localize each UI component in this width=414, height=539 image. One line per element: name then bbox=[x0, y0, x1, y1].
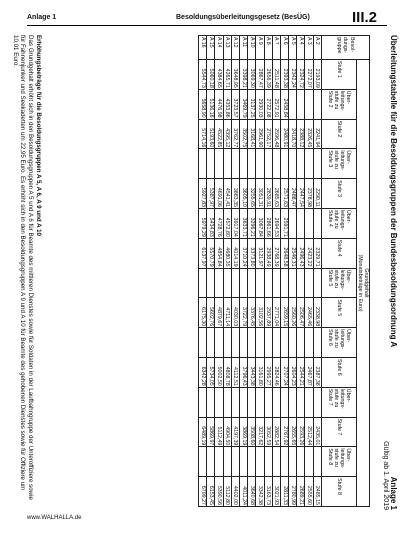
salary-cell bbox=[199, 387, 207, 417]
table-row bbox=[272, 36, 280, 507]
salary-cell: 4854,84 bbox=[215, 238, 223, 268]
group-cell: A 6 bbox=[280, 36, 288, 60]
salary-cell: 2435,01 bbox=[313, 417, 321, 447]
salary-cell: 6175,30 bbox=[199, 298, 207, 328]
salary-cell: 2930,03 bbox=[256, 89, 264, 119]
group-cell: A 5 bbox=[289, 36, 297, 60]
salary-cell: 4384,65 bbox=[215, 60, 223, 90]
salary-cell: 2488,47 bbox=[289, 179, 297, 209]
salary-cell bbox=[313, 328, 321, 358]
salary-cell bbox=[297, 447, 305, 477]
salary-cell: 2506,47 bbox=[297, 298, 305, 328]
salary-cell bbox=[297, 387, 305, 417]
salary-cell: 2937,89 bbox=[264, 298, 272, 328]
salary-cell: 3021,93 bbox=[272, 477, 280, 507]
salary-cell: 2560,26 bbox=[289, 298, 297, 328]
salary-cell: 4112,51 bbox=[231, 357, 239, 387]
salary-cell: 6799,27 bbox=[199, 477, 207, 507]
salary-cell: 2329,71 bbox=[313, 238, 321, 268]
table-title: Überleitungstabelle für die Besoldungsgruppen der Bundesbesoldungsordnung A bbox=[389, 35, 398, 348]
salary-cell bbox=[305, 149, 313, 179]
salary-cell bbox=[264, 447, 272, 477]
salary-cell: 6153,45 bbox=[207, 477, 215, 507]
salary-cell: 2342,24 bbox=[289, 60, 297, 90]
band-header: Grundgehalt (Monatsbeträge in Euro) bbox=[356, 60, 369, 507]
salary-cell: 5112,49 bbox=[215, 417, 223, 447]
salary-cell: 5390,56 bbox=[215, 477, 223, 507]
salary-cell bbox=[313, 89, 321, 119]
salary-cell: 2882,54 bbox=[272, 417, 280, 447]
salary-cell: 3502,75 bbox=[239, 119, 247, 149]
salary-cell: 4728,76 bbox=[215, 208, 223, 238]
salary-cell: 6489,19 bbox=[199, 417, 207, 447]
salary-cell: 5734,05 bbox=[207, 357, 215, 387]
column-header: Über- leitungs- stufe zu Stufe 8 bbox=[321, 447, 356, 477]
salary-cell: 3051,31 bbox=[256, 179, 264, 209]
salary-cell: 3469,79 bbox=[239, 89, 247, 119]
salary-cell bbox=[223, 387, 231, 417]
column-header: Stufe 6 bbox=[321, 357, 356, 387]
salary-cell: 2467,87 bbox=[305, 357, 313, 387]
salary-cell bbox=[280, 328, 288, 358]
salary-cell bbox=[313, 268, 321, 298]
salary-cell: 5136,16 bbox=[207, 89, 215, 119]
header-law-title: Besoldungsüberleitungsgesetz (BesÜG) bbox=[176, 14, 310, 21]
salary-cell: 5002,50 bbox=[215, 357, 223, 387]
salary-cell bbox=[305, 387, 313, 417]
salary-cell: 5387,97 bbox=[207, 179, 215, 209]
salary-cell bbox=[239, 268, 247, 298]
salary-cell: 5060,18 bbox=[207, 60, 215, 90]
footer-url: www.WALHALLA.de bbox=[27, 515, 82, 521]
salary-cell: 2752,17 bbox=[264, 119, 272, 149]
salary-cell: 3648,95 bbox=[231, 60, 239, 90]
salary-cell: 2685,63 bbox=[272, 179, 280, 209]
salary-cell bbox=[231, 268, 239, 298]
rotated-table-area bbox=[0, 30, 398, 510]
salary-cell bbox=[297, 268, 305, 298]
salary-cell: 2656,39 bbox=[264, 60, 272, 90]
salary-cell bbox=[313, 387, 321, 417]
salary-cell: 5714,16 bbox=[199, 119, 207, 149]
column-header: Über- leitungs- stufe zu Stufe 5 bbox=[321, 268, 356, 298]
salary-cell bbox=[248, 149, 256, 179]
salary-cell: 4014,19 bbox=[231, 238, 239, 268]
salary-cell bbox=[289, 387, 297, 417]
salary-cell bbox=[280, 268, 288, 298]
group-cell: A 3 bbox=[305, 36, 313, 60]
salary-cell: 4711,14 bbox=[223, 298, 231, 328]
column-header: Über- leitungs- stufe zu Stufe 6 bbox=[321, 328, 356, 358]
salary-cell: 2544,21 bbox=[297, 357, 305, 387]
salary-cell: 3069,30 bbox=[248, 60, 256, 90]
salary-cell: 5927,83 bbox=[199, 179, 207, 209]
group-cell: A 15 bbox=[207, 36, 215, 60]
group-cell: A 8 bbox=[264, 36, 272, 60]
salary-cell: 2571,63 bbox=[280, 179, 288, 209]
salary-cell: 3217,62 bbox=[256, 417, 264, 447]
salary-cell: 4879,67 bbox=[215, 298, 223, 328]
salary-cell: 2655,65 bbox=[289, 417, 297, 447]
salary-cell bbox=[199, 447, 207, 477]
salary-cell: 5570,79 bbox=[207, 238, 215, 268]
group-cell: A 2 bbox=[313, 36, 321, 60]
salary-cell: 3869,19 bbox=[239, 417, 247, 447]
salary-cell bbox=[248, 447, 256, 477]
salary-cell: 2423,22 bbox=[305, 238, 313, 268]
salary-cell: 4904,50 bbox=[223, 417, 231, 447]
salary-cell bbox=[231, 328, 239, 358]
salary-cell: 4572,80 bbox=[223, 208, 231, 238]
salary-cell: 3710,24 bbox=[239, 238, 247, 268]
salary-cell: 3508,60 bbox=[248, 417, 256, 447]
salary-cell bbox=[207, 268, 215, 298]
salary-cell: 2326,45 bbox=[305, 119, 313, 149]
salary-cell bbox=[272, 328, 280, 358]
table-row bbox=[248, 36, 256, 507]
salary-cell bbox=[248, 328, 256, 358]
salary-cell bbox=[239, 328, 247, 358]
salary-cell bbox=[264, 387, 272, 417]
salary-cell: 3640,68 bbox=[248, 477, 256, 507]
valid-from: Gültig ab 1. April 2019 bbox=[381, 441, 389, 510]
salary-cell: 3168,41 bbox=[248, 119, 256, 149]
salary-cell: 2496,43 bbox=[297, 238, 305, 268]
table-row bbox=[239, 36, 247, 507]
salary-cell: 2388,12 bbox=[297, 119, 305, 149]
salary-cell bbox=[297, 328, 305, 358]
salary-cell: 4522,85 bbox=[215, 119, 223, 149]
salary-cell bbox=[289, 149, 297, 179]
salary-cell bbox=[207, 447, 215, 477]
column-header: Stufe 8 bbox=[321, 477, 356, 507]
table-row bbox=[289, 36, 297, 507]
salary-cell: 2768,39 bbox=[272, 238, 280, 268]
salary-cell: 2393,38 bbox=[280, 60, 288, 90]
column-header: Über- leitungs- stufe zu Stufe 2 bbox=[321, 89, 356, 119]
salary-cell: 3342,38 bbox=[256, 477, 264, 507]
salary-cell: 2511,48 bbox=[272, 60, 280, 90]
salary-cell: 4011,24 bbox=[239, 477, 247, 507]
salary-cell: 3376,45 bbox=[248, 298, 256, 328]
group-cell: A 13 bbox=[223, 36, 231, 60]
salary-cell: 2771,04 bbox=[272, 298, 280, 328]
salary-cell: 3633,71 bbox=[239, 208, 247, 238]
notes-block bbox=[11, 35, 42, 505]
salary-cell bbox=[215, 447, 223, 477]
salary-cell bbox=[207, 328, 215, 358]
salary-cell: 5193,60 bbox=[207, 119, 215, 149]
salary-cell bbox=[223, 328, 231, 358]
salary-cell bbox=[231, 447, 239, 477]
column-header: Über- leitungs- stufe zu Stufe 4 bbox=[321, 208, 356, 238]
salary-cell: 2572,91 bbox=[272, 89, 280, 119]
group-cell: A 9 bbox=[256, 36, 264, 60]
salary-cell: 2193,09 bbox=[313, 60, 321, 90]
salary-cell: 2707,24 bbox=[280, 357, 288, 387]
salary-cell bbox=[264, 149, 272, 179]
salary-cell bbox=[231, 387, 239, 417]
salary-cell bbox=[239, 149, 247, 179]
salary-cell: 2458,84 bbox=[280, 89, 288, 119]
salary-cell bbox=[272, 149, 280, 179]
header-divider bbox=[27, 25, 387, 26]
salary-cell bbox=[280, 387, 288, 417]
salary-cell: 2867,47 bbox=[256, 60, 264, 90]
salary-cell: 2824,46 bbox=[272, 357, 280, 387]
salary-cell bbox=[223, 268, 231, 298]
salary-cell: 2480,91 bbox=[280, 119, 288, 149]
salary-cell: 2378,98 bbox=[305, 179, 313, 209]
salary-cell bbox=[256, 387, 264, 417]
salary-cell bbox=[207, 387, 215, 417]
salary-cell: 2596,48 bbox=[272, 119, 280, 149]
salary-cell bbox=[215, 268, 223, 298]
salary-cell bbox=[199, 268, 207, 298]
salary-cell bbox=[272, 268, 280, 298]
salary-cell bbox=[223, 447, 231, 477]
salary-cell: 2861,66 bbox=[264, 208, 272, 238]
salary-table bbox=[198, 35, 370, 507]
salary-cell: 4808,78 bbox=[223, 357, 231, 387]
notes-paragraph: Das Grundgehalt erhöht sich in den Besoldungsgruppen A 5 und A 6 für Beamte des mittleren Dienstes sowie für Soldaten in der Laufbahngruppe der Unteroffiziere sowie für Fahnenjunker und Seekadetten um 22,95 Euro. Es erhöht sich in den Besoldungsgruppen A 9 und A 10 für Beamte des gehobenen Dienstes sowie für Offiziere um 10,01 Euro. bbox=[11, 35, 35, 500]
salary-cell: 2241,94 bbox=[313, 119, 321, 149]
salary-cell bbox=[256, 447, 264, 477]
table-row bbox=[231, 36, 239, 507]
salary-cell: 2648,58 bbox=[280, 238, 288, 268]
salary-cell bbox=[313, 208, 321, 238]
salary-cell: 5112,80 bbox=[223, 477, 231, 507]
column-header: Über- leitungs- stufe zu Stufe 3 bbox=[321, 149, 356, 179]
salary-cell bbox=[256, 268, 264, 298]
salary-cell bbox=[239, 447, 247, 477]
salary-cell bbox=[248, 268, 256, 298]
salary-cell: 2722,08 bbox=[264, 89, 272, 119]
salary-cell bbox=[305, 447, 313, 477]
salary-cell: 3722,79 bbox=[239, 298, 247, 328]
header-annex-label: Anlage 1 bbox=[27, 14, 57, 21]
salary-cell bbox=[207, 149, 215, 179]
salary-cell: 3398,21 bbox=[239, 60, 247, 90]
group-cell: A 16 bbox=[199, 36, 207, 60]
salary-cell bbox=[264, 268, 272, 298]
table-row bbox=[207, 36, 215, 507]
salary-cell: 2659,15 bbox=[280, 298, 288, 328]
salary-cell: 2811,33 bbox=[280, 477, 288, 507]
annex-block bbox=[381, 441, 398, 510]
salary-cell: 2839,91 bbox=[264, 179, 272, 209]
salary-cell: 2324,72 bbox=[297, 60, 305, 90]
table-row bbox=[313, 36, 321, 507]
salary-cell bbox=[248, 387, 256, 417]
salary-cell: 2604,23 bbox=[289, 357, 297, 387]
salary-cell: 2338,98 bbox=[313, 298, 321, 328]
salary-cell bbox=[256, 149, 264, 179]
salary-cell bbox=[313, 149, 321, 179]
salary-cell: 2593,26 bbox=[297, 417, 305, 447]
salary-cell: 3067,84 bbox=[256, 208, 264, 238]
salary-cell: 5434,83 bbox=[207, 208, 215, 238]
salary-cell bbox=[289, 89, 297, 119]
table-row bbox=[223, 36, 231, 507]
salary-cell bbox=[272, 387, 280, 417]
salary-cell: 2447,54 bbox=[297, 179, 305, 209]
salary-cell: 3296,21 bbox=[248, 208, 256, 238]
salary-cell bbox=[313, 447, 321, 477]
salary-cell: 2546,31 bbox=[289, 238, 297, 268]
salary-cell bbox=[231, 149, 239, 179]
notes-heading: Erhöhungsbeträge für die Besoldungsgruppen A 5, A 6, A 9 und A 10 bbox=[35, 35, 42, 236]
group-cell: A 4 bbox=[297, 36, 305, 60]
salary-cell bbox=[264, 328, 272, 358]
salary-cell: 2938,49 bbox=[264, 238, 272, 268]
salary-cell: 2485,15 bbox=[313, 477, 321, 507]
salary-cell bbox=[215, 149, 223, 179]
table-row bbox=[256, 36, 264, 507]
salary-cell bbox=[280, 447, 288, 477]
salary-cell: 2290,11 bbox=[313, 179, 321, 209]
salary-cell: 2694,53 bbox=[272, 208, 280, 238]
salary-cell: 3917,04 bbox=[231, 208, 239, 238]
table-row bbox=[199, 36, 207, 507]
column-header: Stufe 7 bbox=[321, 417, 356, 447]
salary-cell: 3443,38 bbox=[248, 357, 256, 387]
column-header: Stufe 2 bbox=[321, 119, 356, 149]
salary-cell: 6137,97 bbox=[199, 238, 207, 268]
salary-cell: 4265,71 bbox=[223, 60, 231, 90]
salary-cell bbox=[215, 387, 223, 417]
salary-cell: 3883,35 bbox=[231, 179, 239, 209]
column-header: Stufe 3 bbox=[321, 179, 356, 209]
salary-cell: 3373,80 bbox=[248, 238, 256, 268]
salary-cell: 3255,65 bbox=[248, 179, 256, 209]
salary-cell bbox=[199, 328, 207, 358]
salary-cell: 6342,28 bbox=[199, 357, 207, 387]
group-cell: A 11 bbox=[239, 36, 247, 60]
salary-cell: 4680,35 bbox=[223, 238, 231, 268]
salary-cell: 3102,56 bbox=[256, 298, 264, 328]
salary-cell: 3723,57 bbox=[231, 89, 239, 119]
salary-cell: 2387,38 bbox=[313, 357, 321, 387]
salary-cell: 5869,97 bbox=[207, 417, 215, 447]
group-cell: A 7 bbox=[272, 36, 280, 60]
salary-cell: 2272,07 bbox=[305, 60, 313, 90]
salary-cell bbox=[305, 328, 313, 358]
salary-cell: 2961,90 bbox=[256, 119, 264, 149]
salary-cell bbox=[289, 268, 297, 298]
salary-cell: 4353,86 bbox=[223, 89, 231, 119]
column-header-row bbox=[321, 36, 356, 507]
salary-cell: 5602,76 bbox=[207, 298, 215, 328]
salary-cell: 4197,39 bbox=[231, 417, 239, 447]
salary-cell: 3052,59 bbox=[264, 417, 272, 447]
column-header: Stufe 1 bbox=[321, 60, 356, 90]
salary-cell: 3121,97 bbox=[256, 238, 264, 268]
salary-cell: 4476,98 bbox=[215, 89, 223, 119]
salary-cell: 3161,80 bbox=[256, 357, 264, 387]
salary-cell bbox=[297, 208, 305, 238]
salary-cell bbox=[199, 149, 207, 179]
group-header: Besol- dungs- gruppe bbox=[321, 36, 369, 60]
salary-cell: 4395,12 bbox=[223, 119, 231, 149]
group-cell: A 10 bbox=[248, 36, 256, 60]
salary-cell: 2591,71 bbox=[280, 208, 288, 238]
salary-cell bbox=[289, 208, 297, 238]
salary-cell: 2465,46 bbox=[305, 298, 313, 328]
salary-cell: 4691,06 bbox=[215, 179, 223, 209]
salary-cell bbox=[289, 447, 297, 477]
salary-cell bbox=[256, 328, 264, 358]
salary-cell: 2689,21 bbox=[297, 477, 305, 507]
salary-cell: 2767,92 bbox=[280, 417, 288, 447]
salary-cell: 3605,10 bbox=[239, 179, 247, 209]
salary-cell bbox=[239, 387, 247, 417]
salary-cell: 5979,29 bbox=[199, 208, 207, 238]
salary-cell bbox=[223, 149, 231, 179]
table-row bbox=[297, 36, 305, 507]
table-row bbox=[264, 36, 272, 507]
salary-cell: 5658,90 bbox=[199, 89, 207, 119]
group-cell: A 14 bbox=[215, 36, 223, 60]
table-row bbox=[305, 36, 313, 507]
salary-cell: 3163,73 bbox=[264, 477, 272, 507]
salary-cell bbox=[305, 208, 313, 238]
column-header: Stufe 4 bbox=[321, 238, 356, 268]
table-row bbox=[215, 36, 223, 507]
salary-cell bbox=[297, 89, 305, 119]
salary-cell bbox=[289, 328, 297, 358]
salary-cell: 4030,03 bbox=[231, 298, 239, 328]
salary-cell: 3796,43 bbox=[239, 357, 247, 387]
column-header: Über- leitungs- stufe zu Stufe 7 bbox=[321, 387, 356, 417]
salary-cell: 2780,99 bbox=[289, 477, 297, 507]
group-cell: A 12 bbox=[231, 36, 239, 60]
table-body bbox=[199, 36, 322, 507]
header-section-number: III.2 bbox=[352, 9, 378, 26]
salary-cell: 3137,25 bbox=[248, 89, 256, 119]
annex-title: Anlage 1 bbox=[389, 476, 398, 510]
salary-cell bbox=[305, 89, 313, 119]
salary-cell: 2555,60 bbox=[305, 477, 313, 507]
salary-cell: 4402,00 bbox=[231, 477, 239, 507]
table-row bbox=[280, 36, 288, 507]
salary-cell bbox=[280, 149, 288, 179]
salary-cell: 4541,41 bbox=[223, 179, 231, 209]
salary-cell bbox=[305, 268, 313, 298]
salary-cell bbox=[215, 328, 223, 358]
salary-cell: 2995,27 bbox=[264, 357, 272, 387]
salary-cell: 3762,77 bbox=[231, 119, 239, 149]
salary-cell: 2418,70 bbox=[289, 119, 297, 149]
salary-cell: 5544,73 bbox=[199, 60, 207, 90]
salary-cell bbox=[272, 447, 280, 477]
column-header: Stufe 5 bbox=[321, 298, 356, 328]
salary-cell: 2512,44 bbox=[305, 417, 313, 447]
salary-cell bbox=[297, 149, 305, 179]
